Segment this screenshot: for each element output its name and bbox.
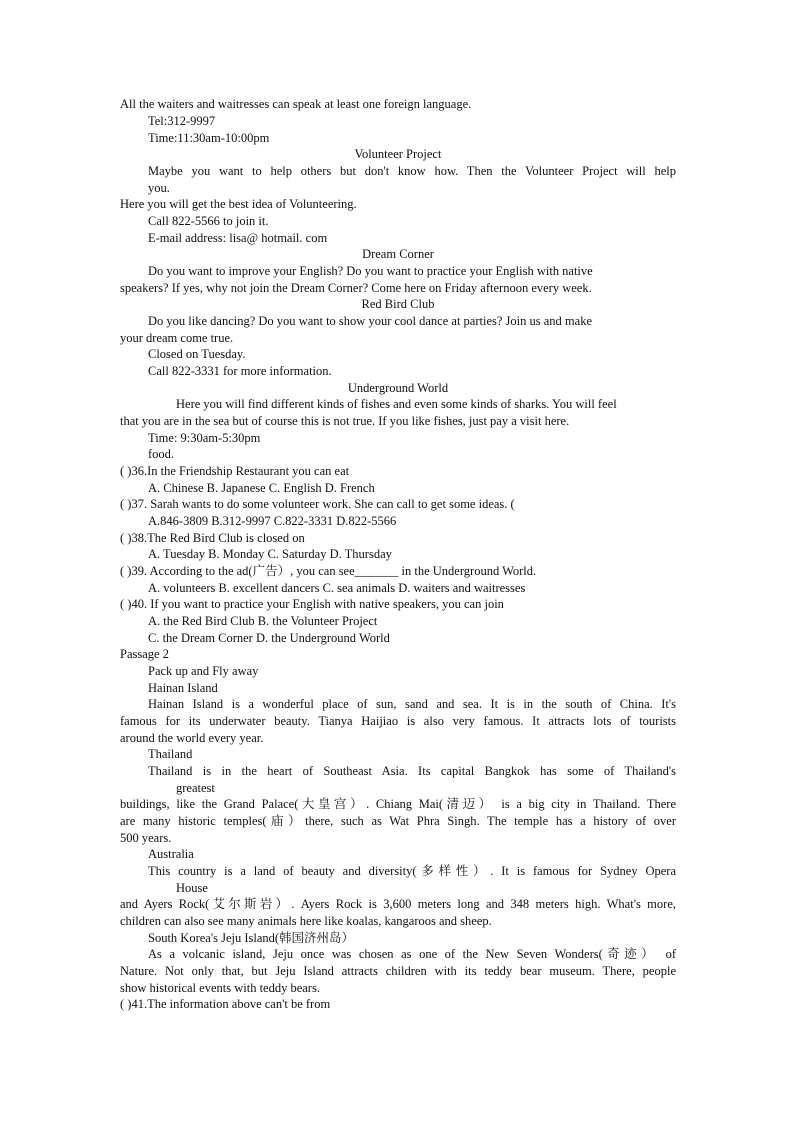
text-line: that you are in the sea but of course this is not true. If you like fishes, just pay a visit here. <box>120 414 570 428</box>
text-line: Tel:312-9997 <box>148 114 216 128</box>
question-41: ( )41.The information above can't be from <box>120 997 331 1011</box>
text-line: Here you will find different kinds of fishes and even some kinds of sharks. You will feel <box>176 397 617 411</box>
passage-title: Pack up and Fly away <box>148 664 259 678</box>
text-line: Thailand is in the heart of Southeast Asia. Its capital Bangkok has some of Thailand's <box>148 764 676 778</box>
text-line: around the world every year. <box>120 731 264 745</box>
text-line: show historical events with teddy bears. <box>120 981 320 995</box>
options-38: A. Tuesday B. Monday C. Saturday D. Thursday <box>148 547 392 561</box>
place-heading: South Korea's Jeju Island(韩国济州岛） <box>148 931 355 945</box>
text-line: and Ayers Rock(艾尔斯岩）. Ayers Rock is 3,600 meters long and 348 meters high. What's more, <box>120 897 676 911</box>
question-39: ( )39. According to the ad(广告）, you can see_______ in the Underground World. <box>120 564 537 578</box>
text-line: famous for its underwater beauty. Tianya Haijiao is also very famous. It attracts lots of tourists <box>120 714 676 728</box>
options-39: A. volunteers B. excellent dancers C. sea animals D. waiters and waitresses <box>148 581 526 595</box>
text-line: E-mail address: lisa@ hotmail. com <box>148 231 328 245</box>
text-line: House <box>176 881 208 895</box>
text-line: This country is a land of beauty and diversity(多样性）. It is famous for Sydney Opera <box>148 864 676 878</box>
place-heading: Thailand <box>148 747 193 761</box>
text-line: buildings, like the Grand Palace(大皇宫）. Chiang Mai(清迈） is a big city in Thailand. There <box>120 797 676 811</box>
text-line: Nature. Not only that, but Jeju Island attracts children with its teddy bear museum. There, people <box>120 964 676 978</box>
options-37: A.846-3809 B.312-9997 C.822-3331 D.822-5566 <box>148 514 397 528</box>
options-40: C. the Dream Corner D. the Underground World <box>148 631 390 645</box>
text-line: food. <box>148 447 175 461</box>
options-36: A. Chinese B. Japanese C. English D. French <box>148 481 375 495</box>
text-line: Closed on Tuesday. <box>148 347 246 361</box>
text-line: Call 822-3331 for more information. <box>148 364 332 378</box>
text-line: Do you like dancing? Do you want to show your cool dance at parties? Join us and make <box>148 314 592 328</box>
text-line: Call 822-5566 to join it. <box>148 214 269 228</box>
text-line: All the waiters and waitresses can speak at least one foreign language. <box>120 97 472 111</box>
text-line: are many historic temples(庙）there, such as Wat Phra Singh. The temple has a history of over <box>120 814 676 828</box>
text-line: Do you want to improve your English? Do you want to practice your English with native <box>148 264 593 278</box>
section-heading: Dream Corner <box>362 247 434 261</box>
text-line: Maybe you want to help others but don't know how. Then the Volunteer Project will help <box>148 164 676 178</box>
text-line: Time:11:30am-10:00pm <box>148 131 270 145</box>
section-heading: Underground World <box>347 381 449 395</box>
text-line: children can also see many animals here like koalas, kangaroos and sheep. <box>120 914 492 928</box>
text-line: 500 years. <box>120 831 172 845</box>
place-heading: Australia <box>148 847 194 861</box>
text-line: Hainan Island is a wonderful place of sun, sand and sea. It is in the south of China. It's <box>148 697 676 711</box>
section-heading: Volunteer Project <box>354 147 442 161</box>
options-40: A. the Red Bird Club B. the Volunteer Project <box>148 614 378 628</box>
text-line: your dream come true. <box>120 331 234 345</box>
question-40: ( )40. If you want to practice your English with native speakers, you can join <box>120 597 504 611</box>
text-line: speakers? If yes, why not join the Dream Corner? Come here on Friday afternoon every week. <box>120 281 592 295</box>
passage-heading: Passage 2 <box>120 647 169 661</box>
text-line: you. <box>148 181 170 195</box>
question-37: ( )37. Sarah wants to do some volunteer work. She can call to get some ideas. ( <box>120 497 515 511</box>
text-line: greatest <box>176 781 215 795</box>
text-line: Here you will get the best idea of Volunteering. <box>120 197 357 211</box>
place-heading: Hainan Island <box>148 681 218 695</box>
text-line: Time: 9:30am-5:30pm <box>148 431 261 445</box>
question-38: ( )38.The Red Bird Club is closed on <box>120 531 305 545</box>
question-36: ( )36.In the Friendship Restaurant you can eat <box>120 464 350 478</box>
text-line: As a volcanic island, Jeju once was chosen as one of the New Seven Wonders(奇迹） of <box>148 947 676 961</box>
section-heading: Red Bird Club <box>361 297 435 311</box>
